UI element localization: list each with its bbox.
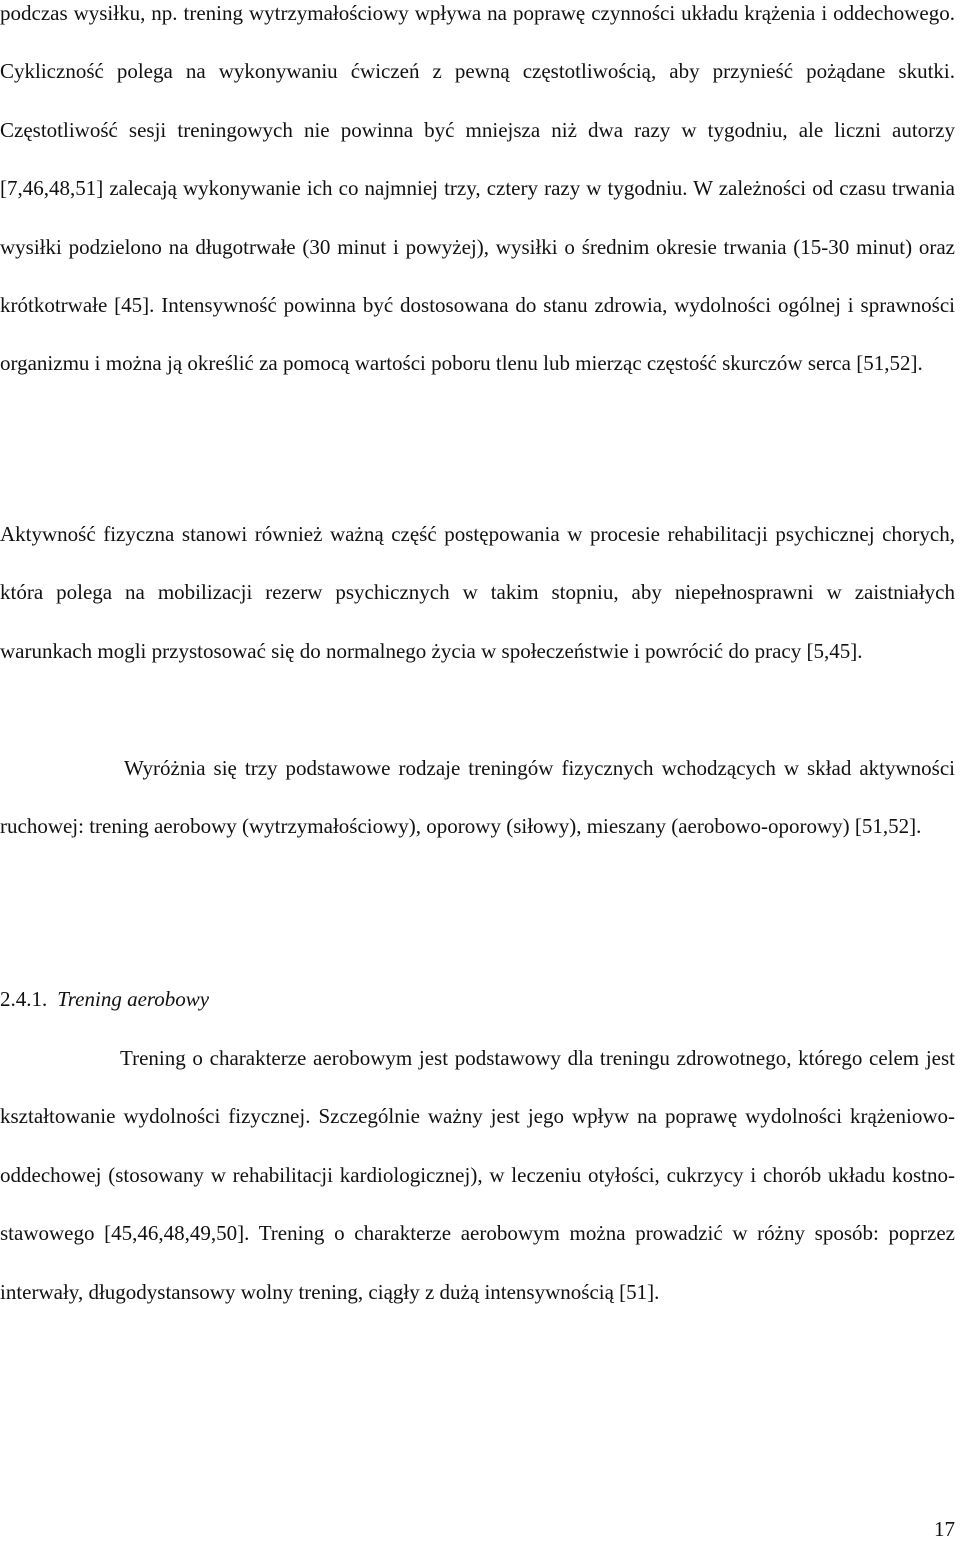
- paragraph-psychological-rehabilitation: Aktywność fizyczna stanowi również ważną część postępowania w procesie rehabilitacji psychicznej chorych, która polega na mobilizacji rezerw psychicznych w takim stopniu, aby niepełnosprawni w zaistniałych warunkach mogli przystosować się do normalnego życia w społeczeństwie i powrócić do pracy [5,45].: [0, 522, 955, 663]
- paragraph-training-types: Wyróżnia się trzy podstawowe rodzaje treningów fizycznych wchodzących w skład aktywności ruchowej: trening aerobowy (wytrzymałościowy), oporowy (siłowy), mieszany (aerobowo-oporowy) [51,52].: [0, 756, 955, 839]
- section-number: 2.4.1.: [0, 987, 48, 1011]
- paragraph-aerobic-training: Trening o charakterze aerobowym jest podstawowy dla treningu zdrowotnego, którego celem jest kształtowanie wydolności fizycznej. Szczególnie ważny jest jego wpływ na poprawę wydolności krążeniowo-oddechowej (stosowany w rehabilitacji kardiologicznej), w leczeniu otyłości, cukrzycy i chorób układu kostno-stawowego [45,46,48,49,50]. Trening o charakterze aerobowym można prowadzić w różny sposób: poprzez interwały, długodystansowy wolny trening, ciągły z dużą intensywnością [51].: [0, 1046, 955, 1304]
- paragraph-training-frequency: podczas wysiłku, np. trening wytrzymałościowy wpływa na poprawę czynności układu krążenia i oddechowego. Cykliczność polega na wykonywaniu ćwiczeń z pewną częstotliwością, aby przynieść pożądane skutki. Częstotliwość sesji treningowych nie powinna być mniejsza niż dwa razy w tygodniu, ale liczni autorzy [7,46,48,51] zalecają wykonywanie ich co najmniej trzy, cztery razy w tygodniu. W zależności od czasu trwania wysiłki podzielono na długotrwałe (30 minut i powyżej), wysiłki o średnim okresie trwania (15-30 minut) oraz krótkotrwałe [45]. Intensywność powinna być dostosowana do stanu zdrowia, wydolności ogólnej i sprawności organizmu i można ją określić za pomocą wartości poboru tlenu lub mierząc częstość skurczów serca [51,52].: [0, 1, 955, 376]
- page-number: 17: [934, 1517, 955, 1541]
- section-title: Trening aerobowy: [57, 987, 210, 1011]
- section-heading: [0, 970, 209, 1028]
